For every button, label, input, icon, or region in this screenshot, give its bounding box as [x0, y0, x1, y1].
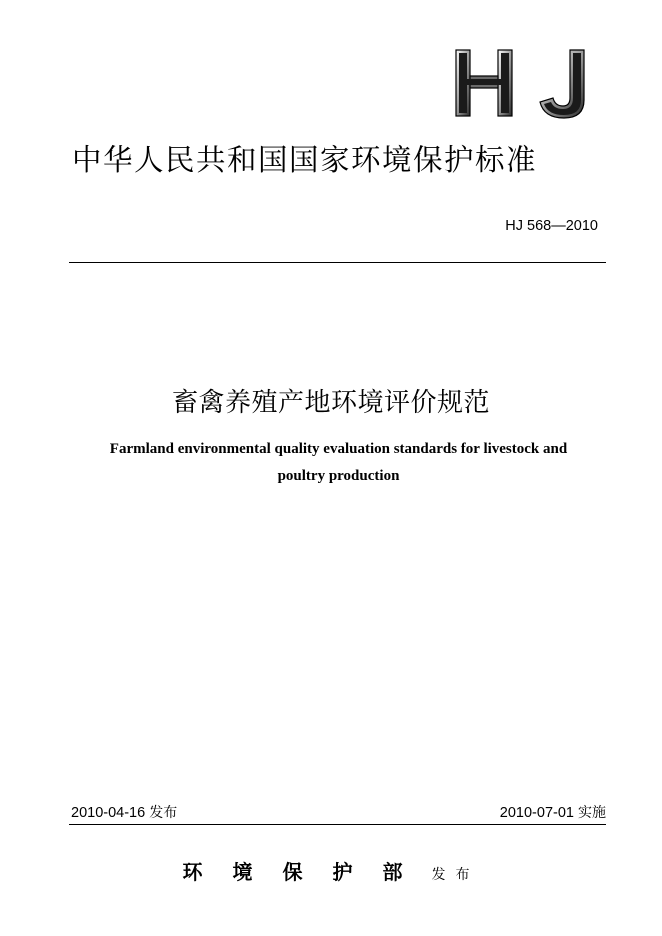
standard-type-heading: 中华人民共和国国家环境保护标准: [72, 143, 538, 177]
document-title-english-line-1: Farmland environmental quality evaluation standards for livestock and: [109, 441, 568, 457]
issuer-line: [0, 856, 662, 885]
document-title-english: [90, 436, 587, 490]
implementation-date-label: 实施: [578, 805, 606, 821]
issue-date-label: 发布: [149, 805, 178, 821]
top-divider: [69, 262, 606, 263]
issuer-name: 环境保护部: [182, 860, 433, 884]
issuer-suffix: 发布: [431, 867, 480, 883]
implementation-date: [500, 802, 606, 822]
document-title-chinese: 畜禽养殖产地环境评价规范: [171, 388, 490, 418]
hj-logo: [452, 44, 592, 124]
issue-date: [71, 802, 177, 822]
implementation-date-value: 2010-07-01: [499, 805, 574, 821]
bottom-divider: [69, 824, 606, 825]
document-title-english-line-2: poultry production: [277, 468, 400, 484]
standard-code: HJ 568—2010: [505, 218, 598, 234]
issue-date-value: 2010-04-16: [71, 805, 146, 821]
